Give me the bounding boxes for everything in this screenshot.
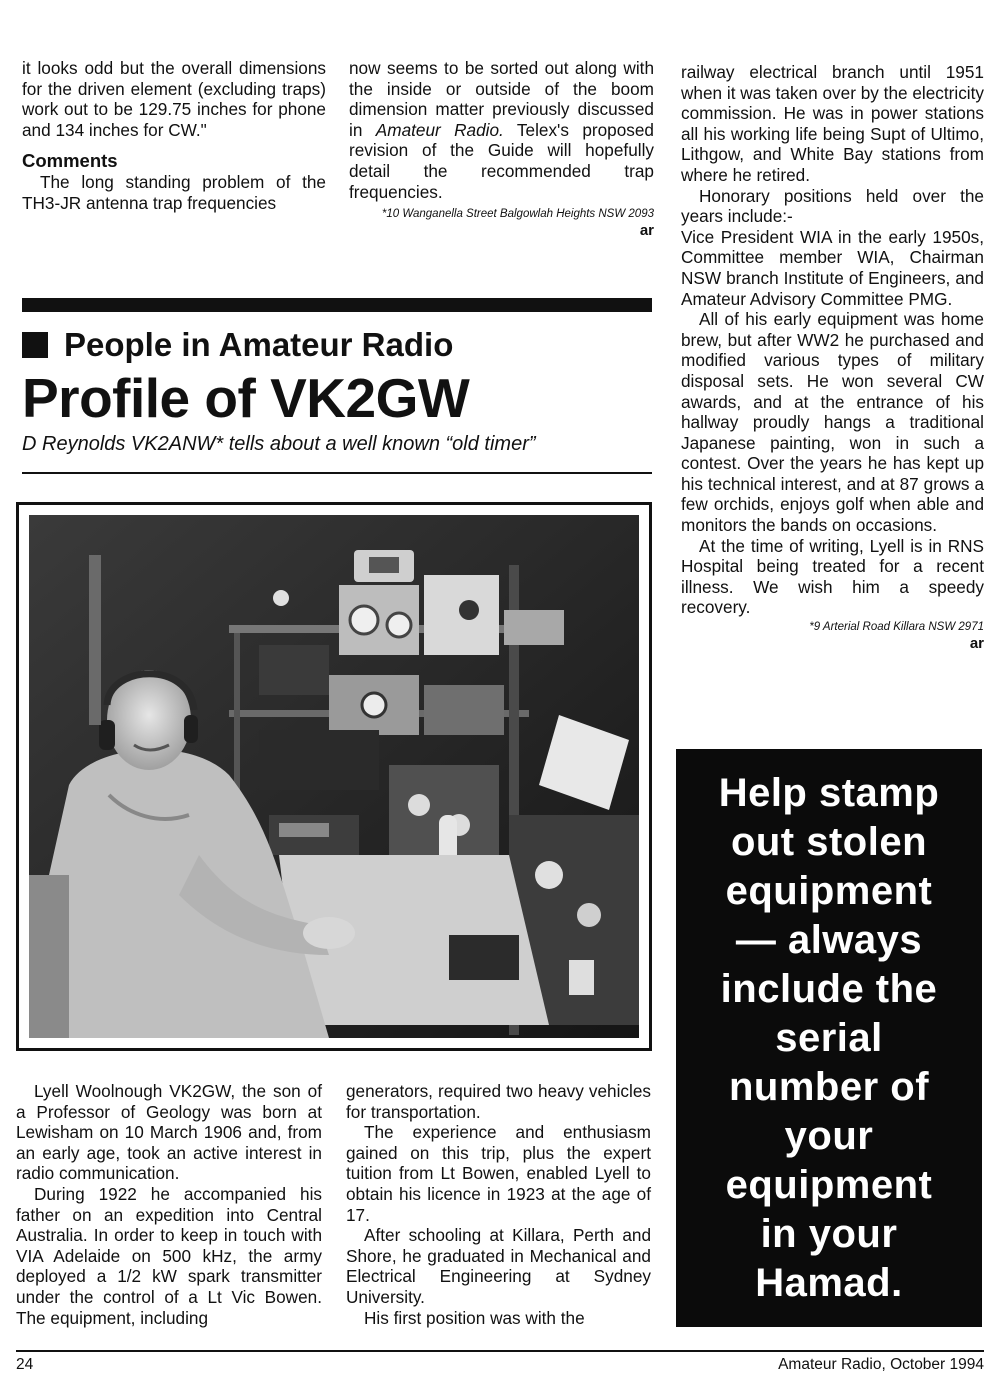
bio-paragraph-1: Lyell Woolnough VK2GW, the son of a Professor of Geology was born at Lewisham on 10 March 1906 and, from an early age, took an active interest in radio communication. [16,1081,322,1184]
section-kicker [22,326,652,364]
comments-paragraph: The long standing problem of the TH3-JR antenna trap frequencies [22,172,326,213]
right-paragraph-4: All of his early equipment was home brew, but after WW2 he purchased and modified various types of military disposal sets. He won several CW awards, and at the entrance of his hallway proudly hangs a traditional Japanese painting, won in such a contest. Over the years he has kept up his technical interest, and at 87 grows a few orchids, enjoys golf when able and monitors the bands on occasions. [681,309,984,536]
continued-paragraph: it looks odd but the overall dimensions for the driven element (excluding traps) work out to be 129.75 inches for phone and 134 inches for CW." [22,58,326,140]
ad-line: Hamad. [755,1260,903,1305]
ad-line: your [784,1113,874,1158]
trap-paragraph [349,58,654,202]
trap-text-b: Telex's proposed revision of the Guide will hopefully detail the recommended trap frequencies. [349,119,654,202]
comments-heading: Comments [22,150,118,172]
ad-line: serial [775,1015,883,1060]
magazine-title-ref: Amateur Radio. [375,119,504,140]
bio-paragraph-2: During 1922 he accompanied his father on an expedition into Central Australia. In order to keep in touch with VIA Adelaide on 500 kHz, the army deployed a 1/2 kW spark transmitter under the control of a Lt Vic Bowen. The equipment, including [16,1183,322,1328]
trap-text-a: now seems to be sorted out along with the inside or outside of the boom dimension matter previously discussed in [349,58,654,140]
ad-text [719,769,940,1308]
author-address-footnote: *10 Wanganella Street Balgowlah Heights NSW 2093 [381,208,654,221]
right-paragraph-1: railway electrical branch until 1951 when it was taken over by the electricity commission. He was in power stations all his working life being Supt of Ultimo, Lithgow, and White Bay stations from where he retired. [681,62,984,185]
kicker-square-icon [22,332,48,358]
article-byline: D Reynolds VK2ANW* tells about a well known “old timer” [22,433,536,455]
right-paragraph-5: At the time of writing, Lyell is in RNS Hospital being treated for a recent illness. We wish him a speedy recovery. [681,535,984,618]
ad-line: Help stamp [718,770,940,815]
right-paragraph-2: Honorary positions held over the years include:- [681,185,984,227]
publication-footer: Amateur Radio, October 1994 [778,1356,984,1373]
photo-frame [16,502,652,1051]
ad-line: number of [728,1064,930,1109]
top-column-1 [22,58,326,214]
ad-line: include the [720,966,938,1011]
header-thin-rule [22,472,652,474]
article-title: Profile of VK2GW [22,367,470,429]
kicker-text: People in Amateur Radio [64,326,454,363]
ad-line: equipment [725,868,933,913]
right-column [681,62,984,652]
footer-rule [16,1350,984,1352]
ad-line: equipment [725,1162,933,1207]
right-article-end-mark: ar [969,635,984,653]
right-author-footnote: *9 Arterial Road Killara NSW 2971 [809,621,984,634]
right-paragraph-3: Vice President WIA in the early 1950s, Committee member WIA, Chairman NSW branch Institute of Engineers, and Amateur Advisory Committee PMG. [681,226,984,309]
page-number: 24 [16,1356,34,1373]
bottom-column-1 [16,1081,322,1328]
bio-paragraph-6: His first position was with the [364,1307,585,1328]
ad-line: out stolen [730,819,928,864]
stolen-equipment-ad [676,749,982,1327]
ad-line: — always [735,917,923,962]
article-end-mark: ar [639,222,654,240]
top-column-2 [349,58,654,239]
bio-paragraph-4: The experience and enthusiasm gained on this trip, plus the expert tuition from Lt Bowen, enabled Lyell to obtain his licence in 1923 at the age of 17. [346,1122,651,1225]
header-thick-rule [22,298,652,312]
ad-line: in your [760,1211,898,1256]
photo-operator-at-radio-station [29,515,639,1038]
bottom-column-2 [346,1081,651,1328]
bio-paragraph-3: generators, required two heavy vehicles for transportation. [346,1081,651,1122]
bio-paragraph-5: After schooling at Killara, Perth and Shore, he graduated in Mechanical and Electrical Engineering at Sydney University. [346,1225,651,1307]
